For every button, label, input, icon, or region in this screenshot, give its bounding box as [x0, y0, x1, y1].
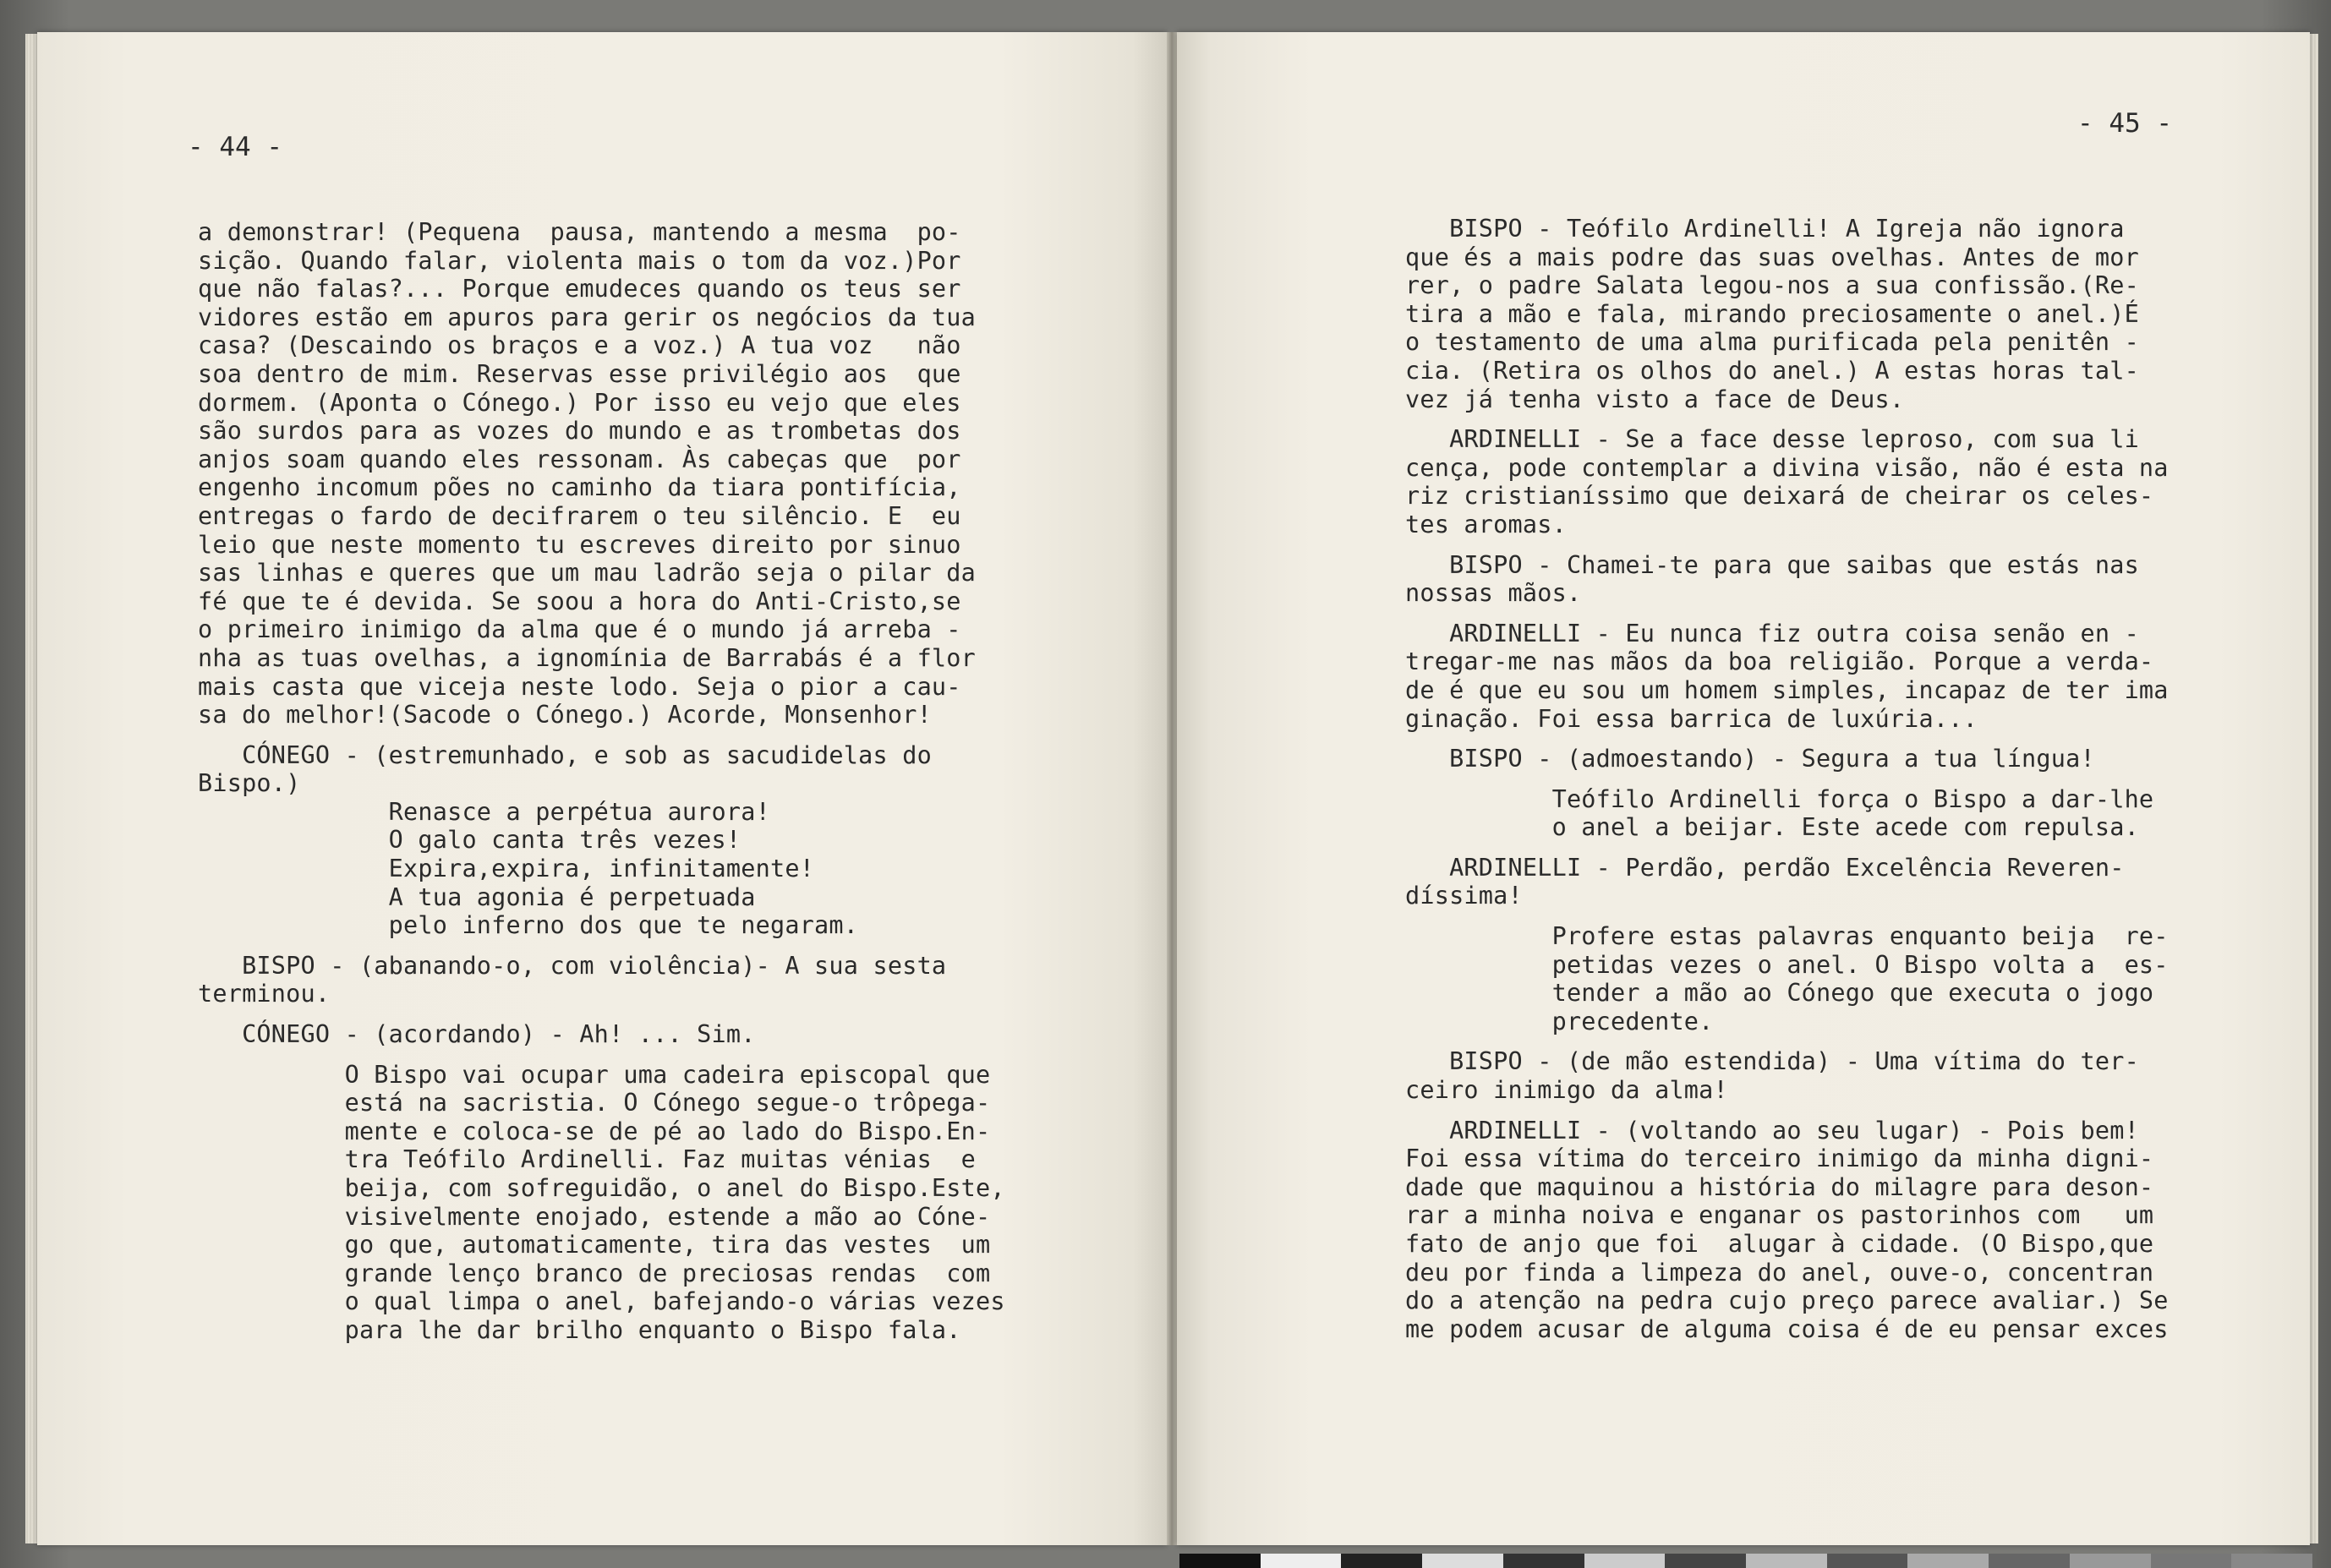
right-page-text-line: tes aromas.: [1405, 510, 1567, 538]
left-page-text-line: tra Teófilo Ardinelli. Faz muitas vénias e: [198, 1145, 976, 1174]
left-page-text-line: nha as tuas ovelhas, a ignomínia de Barrabás é a flor: [198, 643, 976, 672]
right-page-text-line: dade que maquinou a história do milagre para deson-: [1405, 1172, 2154, 1201]
right-page-text-line: petidas vezes o anel. O Bispo volta a es-: [1405, 950, 2169, 979]
right-page-text-line: o anel a beijar. Este acede com repulsa.: [1405, 813, 2139, 842]
right-page-text-line: que és a mais podre das suas ovelhas. Antes de mor: [1405, 243, 2139, 271]
right-page-paragraph-gap: [1405, 413, 2284, 425]
right-page-text-line: ceiro inimigo da alma!: [1405, 1076, 1728, 1105]
right-page-number: - 45 -: [2077, 108, 2172, 139]
right-page-paragraph-gap: [1405, 733, 2284, 745]
right-page-text-line: ARDINELLI - Perdão, perdão Excelência Reveren-: [1405, 853, 2125, 882]
left-page-text-line: está na sacristia. O Cónego segue-o trôpega-: [198, 1089, 991, 1117]
left-page-text-line: grande lenço branco de preciosas rendas com: [198, 1259, 991, 1287]
left-page-text: [198, 218, 1128, 1345]
left-page-text-line: vidores estão em apuros para gerir os negócios da tua: [198, 303, 976, 331]
left-page-text-line: sa do melhor!(Sacode o Cónego.) Acorde, Monsenhor!: [198, 701, 932, 729]
left-page-paragraph-gap: [198, 1008, 1128, 1020]
left-page-text-line: Bispo.): [198, 769, 301, 798]
left-page-text-line: o qual limpa o anel, bafejando-o várias vezes: [198, 1287, 1005, 1316]
left-page-paragraph-gap: [198, 1049, 1128, 1061]
scan-color-calibration-bar: [1179, 1554, 2312, 1568]
right-page-text-line: ARDINELLI - Se a face desse leproso, com sua li: [1405, 425, 2139, 454]
left-page-stack-edge: [25, 34, 37, 1543]
left-page-text-line: entregas o fardo de decifrarem o teu silêncio. E eu: [198, 501, 961, 530]
right-page-stack-edge: [2310, 34, 2318, 1543]
left-page-text-line: mais casta que viceja neste lodo. Seja o pior a cau-: [198, 672, 961, 701]
left-page-text-line: leio que neste momento tu escreves direito por sinuo: [198, 530, 961, 559]
left-page-text-line: terminou.: [198, 980, 331, 1008]
right-page-paragraph-gap: [1405, 910, 2284, 922]
left-page-text-line: engenho incomum pões no caminho da tiara pontifícia,: [198, 473, 961, 502]
left-page-text-line: para lhe dar brilho enquanto o Bispo fala.: [198, 1315, 961, 1344]
right-page-text-line: rar a minha noiva e enganar os pastorinhos com um: [1405, 1201, 2154, 1230]
right-page-text-line: do a atenção na pedra cujo preço parece avaliar.) Se: [1405, 1287, 2169, 1315]
left-page-text-line: mente e coloca-se de pé ao lado do Bispo.En-: [198, 1117, 991, 1145]
right-page-text-line: Teófilo Ardinelli força o Bispo a dar-lhe: [1405, 784, 2154, 813]
right-page-text-line: ARDINELLI - Eu nunca fiz outra coisa senão en -: [1405, 619, 2139, 647]
left-page-paragraph-gap: [198, 940, 1128, 952]
right-page-text-line: díssima!: [1405, 882, 1523, 910]
left-page: [37, 32, 1167, 1545]
left-page-text-line: anjos soam quando eles ressonam. Às cabeças que por: [198, 445, 961, 473]
left-page-text-line: O galo canta três vezes!: [198, 826, 741, 855]
left-page-text-line: CÓNEGO - (estremunhado, e sob as sacudidelas do: [198, 740, 932, 769]
right-page-text-line: BISPO - (de mão estendida) - Uma vítima do ter-: [1405, 1047, 2139, 1076]
right-page-text-line: tira a mão e fala, mirando preciosamente o anel.)É: [1405, 299, 2139, 328]
right-page-paragraph-gap: [1405, 1105, 2284, 1117]
left-page-number: - 44 -: [188, 132, 282, 162]
left-page-text-line: Expira,expira, infinitamente!: [198, 855, 815, 883]
left-page-text-line: BISPO - (abanando-o, com violência)- A sua sesta: [198, 951, 947, 980]
left-page-text-line: O Bispo vai ocupar uma cadeira episcopal que: [198, 1060, 991, 1089]
left-page-text-line: Renasce a perpétua aurora!: [198, 797, 770, 826]
right-page-text-line: ginação. Foi essa barrica de luxúria...: [1405, 704, 1978, 733]
right-page-text-line: cia. (Retira os olhos do anel.) A estas horas tal-: [1405, 356, 2139, 385]
right-page-text-line: BISPO - Teófilo Ardinelli! A Igreja não ignora: [1405, 215, 2125, 243]
book-gutter: [1167, 32, 1177, 1545]
right-page-text: [1405, 215, 2284, 1343]
right-page-text-line: deu por finda a limpeza do anel, ouve-o, concentran: [1405, 1258, 2154, 1287]
right-page: [1177, 32, 2310, 1545]
right-page-text-line: fato de anjo que foi alugar à cidade. (O Bispo,que: [1405, 1230, 2154, 1258]
left-page-text-line: sição. Quando falar, violenta mais o tom da voz.)Por: [198, 246, 961, 275]
right-page-paragraph-gap: [1405, 539, 2284, 551]
right-page-text-line: tender a mão ao Cónego que executa o jogo: [1405, 979, 2154, 1008]
left-page-paragraph-gap: [198, 729, 1128, 741]
right-page-text-line: precedente.: [1405, 1007, 1714, 1035]
left-page-text-line: soa dentro de mim. Reservas esse privilégio aos que: [198, 359, 961, 388]
right-page-text-line: cença, pode contemplar a divina visão, não é esta na: [1405, 453, 2169, 482]
right-page-text-line: de é que eu sou um homem simples, incapaz de ter ima: [1405, 675, 2169, 704]
right-page-text-line: riz cristianíssimo que deixará de cheirar os celes-: [1405, 482, 2154, 511]
left-page-text-line: A tua agonia é perpetuada: [198, 882, 756, 911]
right-page-paragraph-gap: [1405, 773, 2284, 785]
left-page-text-line: CÓNEGO - (acordando) - Ah! ... Sim.: [198, 1020, 756, 1049]
left-page-text-line: que não falas?... Porque emudeces quando os teus ser: [198, 275, 961, 303]
right-page-text-line: ARDINELLI - (voltando ao seu lugar) - Pois bem!: [1405, 1116, 2139, 1145]
left-page-text-line: casa? (Descaindo os braços e a voz.) A tua voz não: [198, 331, 961, 360]
right-page-text-line: BISPO - (admoestando) - Segura a tua língua!: [1405, 745, 2095, 773]
left-page-text-line: pelo inferno dos que te negaram.: [198, 911, 859, 940]
left-page-text-line: sas linhas e queres que um mau ladrão seja o pilar da: [198, 559, 976, 587]
left-page-text-line: a demonstrar! (Pequena pausa, mantendo a mesma po-: [198, 218, 961, 246]
right-page-text-line: Profere estas palavras enquanto beija re-: [1405, 922, 2169, 951]
left-page-text-line: são surdos para as vozes do mundo e as trombetas dos: [198, 417, 961, 445]
right-page-text-line: me podem acusar de alguma coisa é de eu pensar exces: [1405, 1314, 2169, 1343]
left-page-text-line: dormem. (Aponta o Cónego.) Por isso eu vejo que eles: [198, 388, 961, 417]
left-page-text-line: visivelmente enojado, estende a mão ao Cóne-: [198, 1202, 991, 1231]
right-page-text-line: BISPO - Chamei-te para que saibas que estás nas: [1405, 550, 2139, 579]
right-page-paragraph-gap: [1405, 608, 2284, 620]
right-page-text-line: nossas mãos.: [1405, 579, 1582, 608]
right-page-text-line: tregar-me nas mãos da boa religião. Porque a verda-: [1405, 647, 2154, 676]
right-page-text-line: rer, o padre Salata legou-nos a sua confissão.(Re-: [1405, 271, 2139, 300]
left-page-text-line: o primeiro inimigo da alma que é o mundo já arreba -: [198, 615, 961, 644]
right-page-text-line: o testamento de uma alma purificada pela penitên -: [1405, 328, 2139, 357]
right-page-paragraph-gap: [1405, 1035, 2284, 1047]
left-page-text-line: beija, com sofreguidão, o anel do Bispo.Este,: [198, 1174, 1005, 1202]
right-page-text-line: Foi essa vítima do terceiro inimigo da minha digni-: [1405, 1145, 2154, 1173]
left-page-text-line: go que, automaticamente, tira das vestes um: [198, 1231, 991, 1259]
left-page-text-line: fé que te é devida. Se soou a hora do Anti-Cristo,se: [198, 587, 961, 615]
right-page-text-line: vez já tenha visto a face de Deus.: [1405, 385, 1905, 413]
right-page-paragraph-gap: [1405, 842, 2284, 854]
